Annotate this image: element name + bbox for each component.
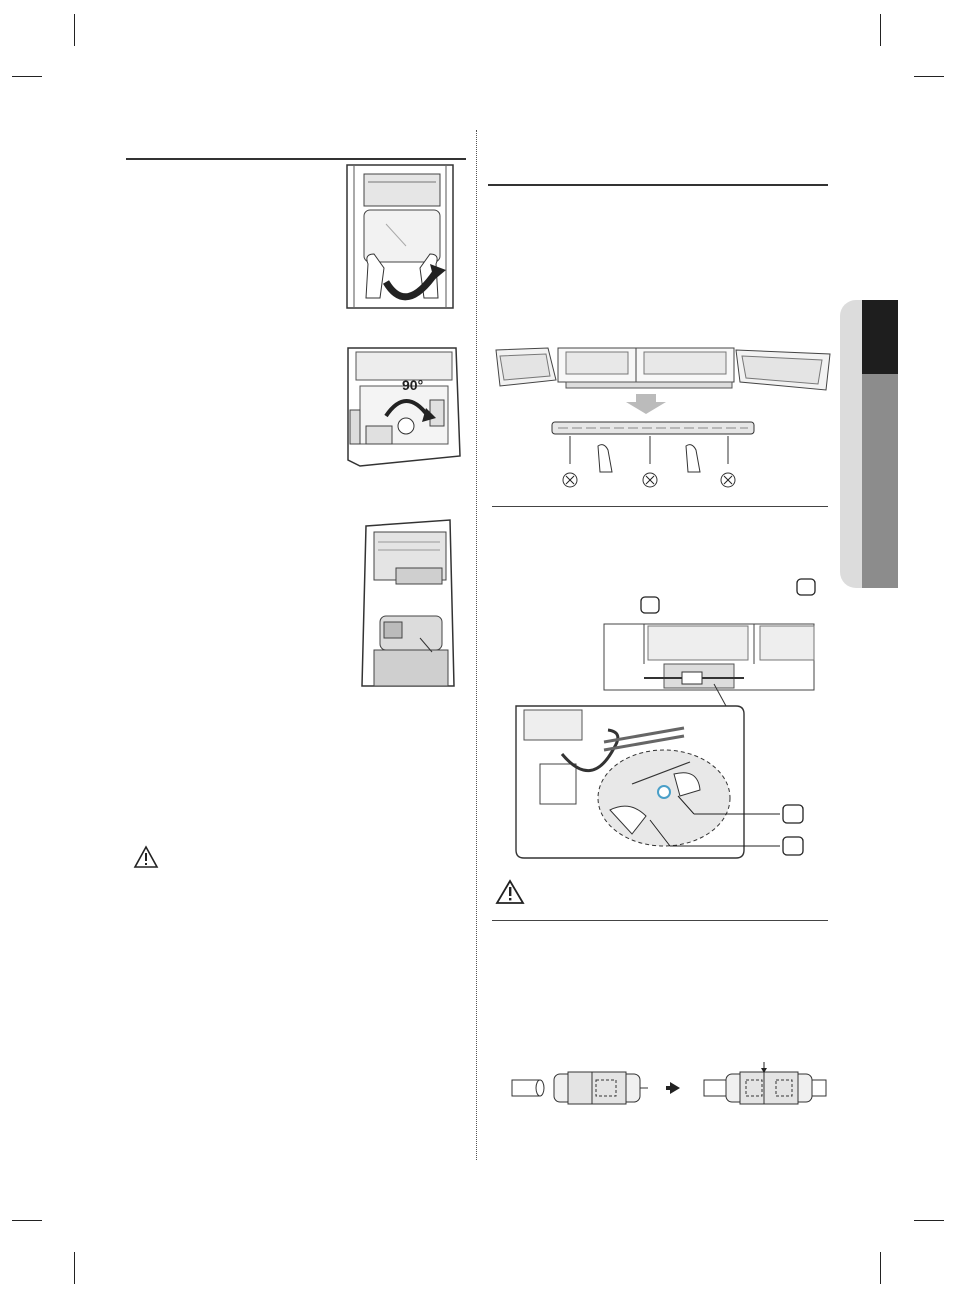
right-section-rule-1: [488, 184, 828, 186]
crop-mark: [12, 1220, 42, 1221]
figure-grille-removal: [496, 346, 830, 494]
chapter-tab-active: [862, 300, 898, 374]
crop-mark: [12, 76, 42, 77]
crop-mark: [914, 76, 944, 77]
left-section-rule: [126, 158, 466, 160]
callout-box-a: [796, 578, 816, 596]
crop-mark: [880, 1252, 881, 1284]
warning-triangle-icon: [134, 846, 158, 868]
crop-mark: [914, 1220, 944, 1221]
callout-box-c: [782, 804, 804, 824]
chapter-tab-inactive: [862, 374, 898, 588]
crop-mark: [880, 14, 881, 46]
column-divider: [476, 130, 477, 1160]
right-section-rule-2: [492, 506, 828, 507]
right-section-rule-3: [492, 920, 828, 921]
crop-mark: [74, 1252, 75, 1284]
rotate-angle-label: 90°: [402, 377, 424, 393]
callout-box-b: [640, 596, 660, 614]
figure-ice-bucket-removal: [346, 164, 456, 310]
crop-mark: [74, 14, 75, 46]
warning-triangle-icon: [496, 880, 524, 904]
figure-dispenser-interior: [360, 518, 456, 688]
figure-rotate-90: [346, 346, 462, 468]
chapter-tab-background: [840, 300, 864, 588]
figure-tube-connector: [508, 1062, 828, 1110]
figure-water-line-disconnect: [514, 624, 814, 860]
callout-box-d: [782, 836, 804, 856]
